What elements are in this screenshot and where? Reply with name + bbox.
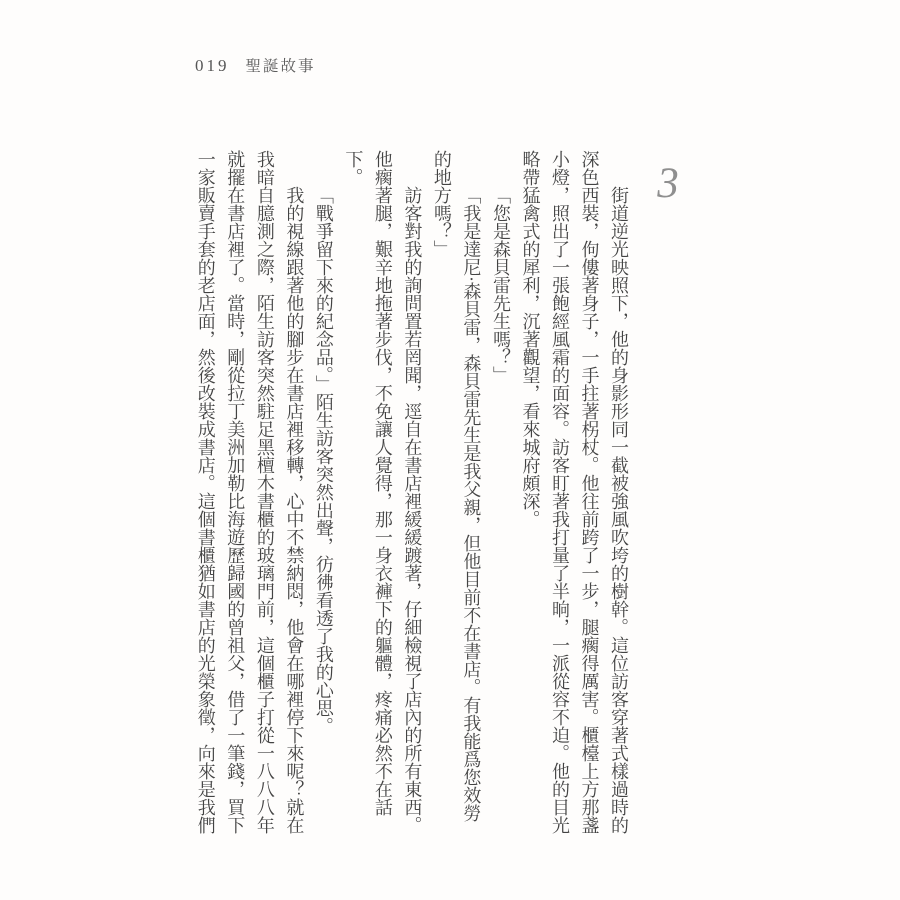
- running-header: [195, 54, 316, 76]
- paragraph-narrative-1: 街道逆光映照下，他的身影形同一截被強風吹垮的樹幹。這位訪客穿著式樣過時的深色西裝，佝僂著身子，一手拄著柺杖。他往前跨了一步，腿瘸得厲害。櫃檯上方那盞小燈，照出了一張飽經風霜的面容。訪客盯著我打量了半晌，一派從容不迫。他的目光略帶猛禽式的犀利，沉著觀望，看來城府頗深。: [520, 150, 629, 834]
- page-number: 019: [195, 56, 230, 75]
- paragraph-narrative-3: 我的視線跟著他的腳步在書店裡移轉，心中不禁納悶，他會在哪裡停下來呢？就在我暗自臆測之際，陌生訪客突然駐足黑檀木書櫃的玻璃門前，這個櫃子打從一八八八年就擺在書店裡了。當時，剛從拉丁美洲加勒比海遊歷歸國的曾祖父，借了一筆錢，買下一家販賣手套的老店面，然後改裝成書店。這個書櫃猶如書店的光榮象徵，向來是我們: [195, 150, 305, 834]
- paragraph-dialogue-1: 「您是森貝雷先生嗎？」: [490, 186, 511, 384]
- paragraph-narrative-2: 訪客對我的詢問置若罔聞，逕自在書店裡緩緩踱著，仔細檢視了店內的所有東西。他瘸著腿，艱辛地拖著步伐，不免讓人覺得，那一身衣褲下的軀體，疼痛必然不在話下。: [343, 150, 423, 834]
- book-title: 聖誕故事: [245, 58, 316, 75]
- body-text: [189, 150, 633, 834]
- paragraph-dialogue-3: 「戰爭留下來的紀念品。」陌生訪客突然出聲，彷彿看透了我的心思。: [313, 186, 334, 735]
- paragraph-dialogue-2: 「我是達尼·森貝雷，森貝雷先生是我父親，但他目前不在書店。有我能爲您效勞的地方嗎？」: [431, 150, 482, 822]
- chapter-number: 3: [657, 160, 679, 207]
